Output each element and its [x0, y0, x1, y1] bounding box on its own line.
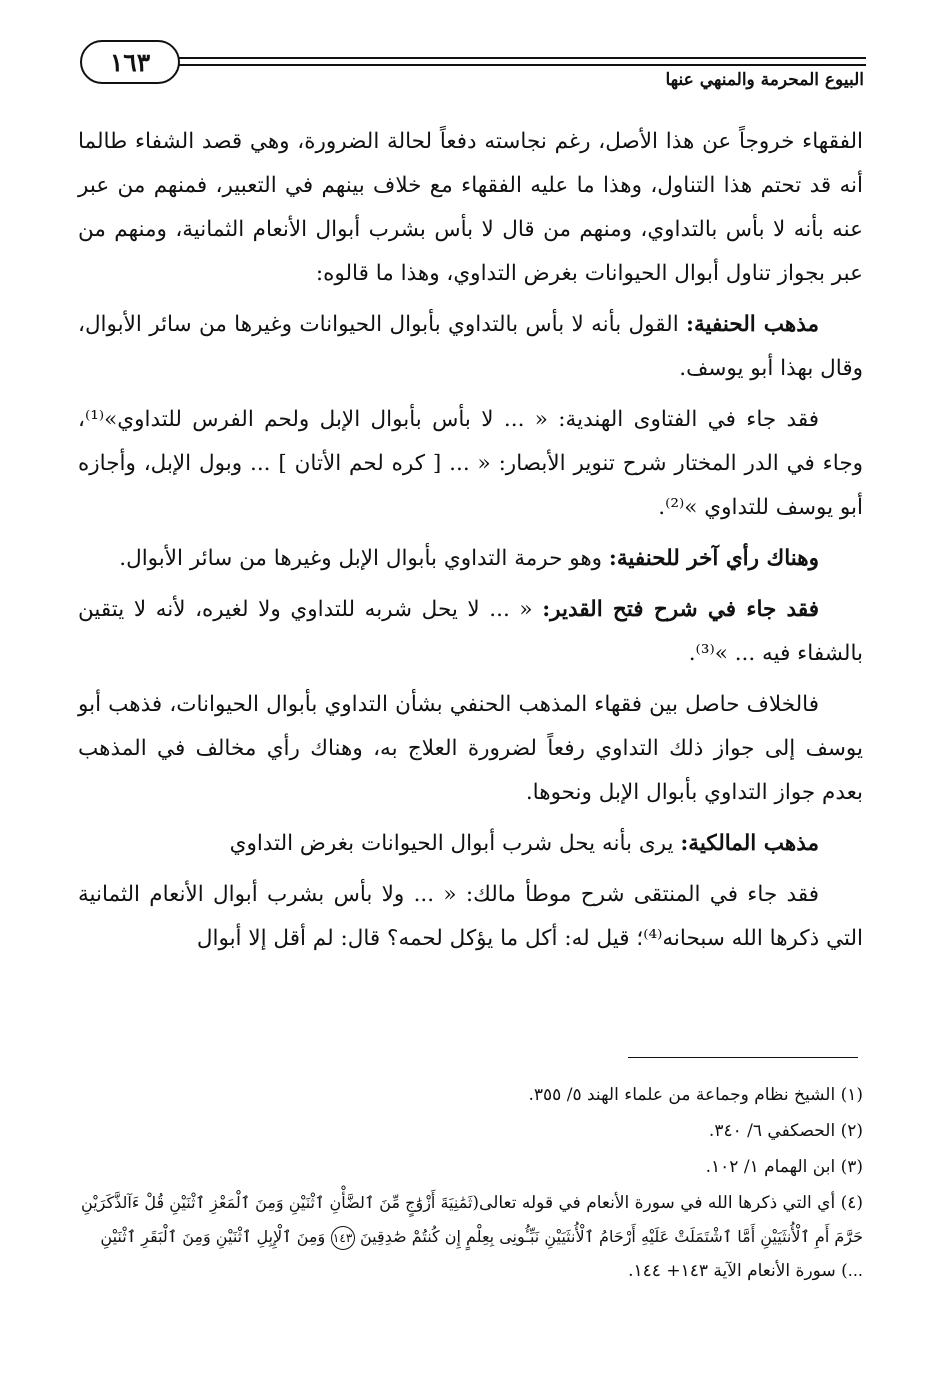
quran-verse-144: وَمِنَ ٱلْإِبِلِ ٱثْنَيْنِ وَمِنَ ٱلْبَقَرِ ٱثْنَيْنِ ...	[100, 1227, 863, 1280]
paragraph-text: الفقهاء خروجاً عن هذا الأصل، رغم نجاسته دفعاً لحالة الضرورة، وهي قصد الشفاء طالما أنه قد تحتم هذا التناول، وهذا ما عليه الفقهاء مع خلاف بينهم في التعبير، فمنهم من عبر عنه بأنه لا بأس بالتداوي، ومنهم من قال لا بأس بشرب أبوال الأنعام الثمانية، ومنهم من عبر بجواز تناول أبوال الحيوانات بغرض التداوي، وهذا ما قالوه:	[78, 129, 863, 286]
footnote-3: (٣) ابن الهمام ١/ ١٠٢.	[705, 1157, 863, 1177]
paragraph-2	[78, 303, 863, 391]
page-number: ١٦٣	[80, 40, 180, 84]
page-header	[80, 40, 870, 96]
paragraph-heading: مذهب الحنفية:	[686, 312, 819, 337]
paragraph-heading: وهناك رأي آخر للحنفية:	[608, 546, 819, 571]
ayah-number-mark: ١٤٣	[331, 1226, 355, 1250]
paragraph-7	[78, 822, 863, 866]
paragraph-text: يرى بأنه يحل شرب أبوال الحيوانات بغرض التداوي	[229, 831, 681, 856]
paragraph-text: « ... لا يحل شربه للتداوي ولا لغيره، لأنه لا يتقين بالشفاء فيه ... »⁽³⁾.	[78, 597, 863, 666]
footnotes	[78, 1078, 863, 1290]
paragraph-5	[78, 588, 863, 676]
paragraph-heading: مذهب المالكية:	[680, 831, 819, 856]
paragraph-text: فقد جاء في الفتاوى الهندية: « ... لا بأس بأبوال الإبل ولحم الفرس للتداوي»⁽¹⁾، وجاء في الدر المختار شرح تنوير الأبصار: « ... [ كره لحم الأتان ] ... وبول الإبل، وأجازه أبو يوسف للتداوي »⁽²⁾.	[78, 407, 863, 520]
running-title: البيوع المحرمة والمنهي عنها	[665, 70, 864, 90]
paragraph-text: القول بأنه لا بأس بالتداوي بأبوال الحيوانات وغيرها من سائر الأبوال، وقال بهذا أبو يوسف.	[78, 312, 863, 381]
paragraph-4	[78, 537, 863, 581]
paragraph-6	[78, 683, 863, 815]
footnote-4-text: (٤) أي التي ذكرها الله في سورة الأنعام في قوله تعالى(	[472, 1193, 863, 1213]
paragraph-text: فقد جاء في المنتقى شرح موطأ مالك: « ... ولا بأس بشرب أبوال الأنعام الثمانية التي ذكرها الله سبحانه⁽⁴⁾؛ قيل له: أكل ما يؤكل لحمه؟ قال: لم أقل إلا أبوال	[78, 882, 863, 951]
quran-verse-143: ثَمَٰنِيَةَ أَزْوَٰجٍ مِّنَ ٱلضَّأْنِ ٱثْنَيْنِ وَمِنَ ٱلْمَعْزِ ٱثْنَيْنِ قُلْ ءَآلذَّكَرَيْنِ حَرَّمَ أَمِ ٱلْأُنثَيَيْنِ أَمَّا ٱشْتَمَلَتْ عَلَيْهِ أَرْحَامُ ٱلْأُنثَيَيْنِ نَبِّـُٔونِى بِعِلْمٍ إِن كُنتُمْ صَٰدِقِينَ	[81, 1193, 863, 1246]
paragraph-1	[78, 120, 863, 296]
footnote-1: (١) الشيخ نظام وجماعة من علماء الهند ٥/ ٣٥٥.	[528, 1085, 863, 1105]
paragraph-heading: فقد جاء في شرح فتح القدير:	[542, 597, 819, 622]
footnote-4-tail: ) سورة الأنعام الآية ١٤٣+ ١٤٤.	[628, 1261, 848, 1281]
header-rule-top	[172, 57, 866, 59]
header-rule-bottom	[172, 64, 866, 66]
main-text	[78, 120, 863, 968]
footnote-separator	[628, 1057, 858, 1058]
paragraph-8	[78, 873, 863, 961]
footnote-2: (٢) الحصكفي ٦/ ٣٤٠.	[708, 1121, 863, 1141]
footnote-4	[78, 1186, 863, 1288]
paragraph-text: فالخلاف حاصل بين فقهاء المذهب الحنفي بشأن التداوي بأبوال الحيوانات، فذهب أبو يوسف إلى جواز ذلك التداوي رفعاً لضرورة العلاج به، وهناك رأي مخالف في المذهب بعدم جواز التداوي بأبوال الإبل ونحوها.	[78, 692, 863, 805]
paragraph-3	[78, 398, 863, 530]
paragraph-text: وهو حرمة التداوي بأبوال الإبل وغيرها من سائر الأبوال.	[119, 546, 609, 571]
